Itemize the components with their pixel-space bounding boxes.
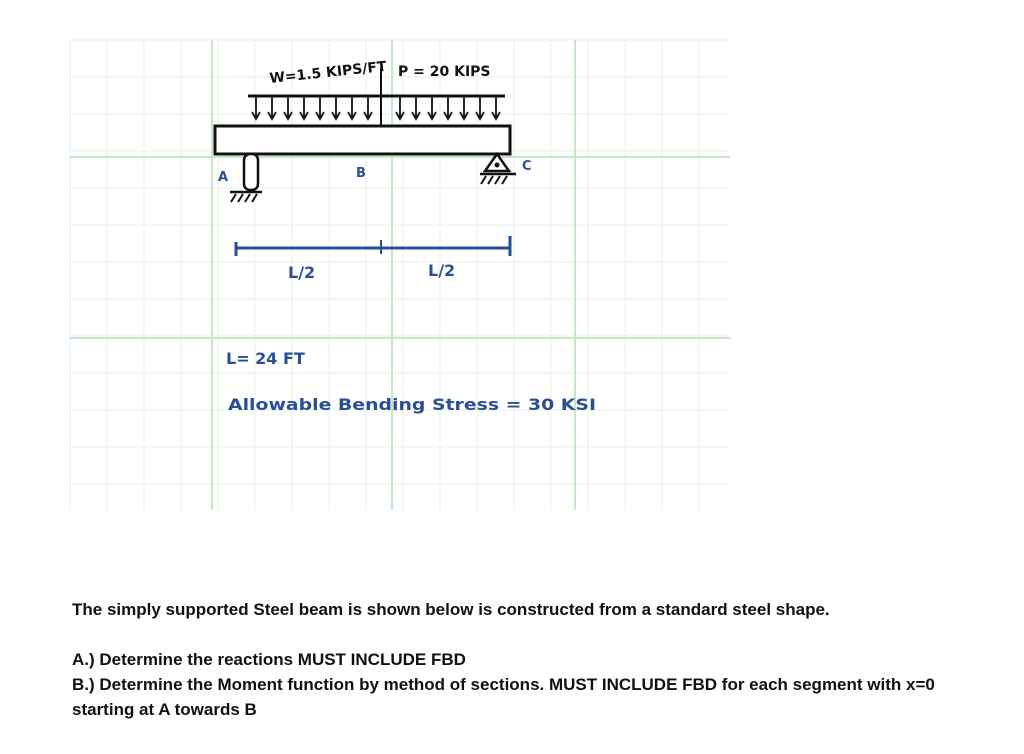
stress-label: Allowable Bending Stress = 30 KSI	[228, 395, 596, 414]
problem-part-a: A.) Determine the reactions MUST INCLUDE FBD	[72, 650, 466, 669]
right-half-label: L/2	[428, 261, 456, 280]
point-a-label: A	[218, 170, 229, 185]
beam	[215, 126, 510, 154]
point-load-label: P = 20 KIPS	[398, 64, 491, 80]
support-c	[480, 154, 516, 184]
problem-intro: The simply supported Steel beam is shown below is constructed from a standard steel shape.	[72, 600, 830, 619]
length-label: L= 24 FT	[226, 349, 305, 368]
distributed-load	[248, 96, 505, 119]
support-a	[230, 154, 262, 202]
problem-part-b: B.) Determine the Moment function by method of sections. MUST INCLUDE FBD for each segment with x=0 starting at A towards B	[72, 675, 935, 719]
point-c-label: C	[522, 159, 532, 174]
dimension-line	[236, 236, 510, 256]
point-b-label: B	[356, 166, 366, 181]
left-half-label: L/2	[288, 263, 316, 282]
distributed-load-label: W=1.5 KIPS/FT	[268, 58, 388, 87]
problem-statement	[72, 600, 992, 722]
